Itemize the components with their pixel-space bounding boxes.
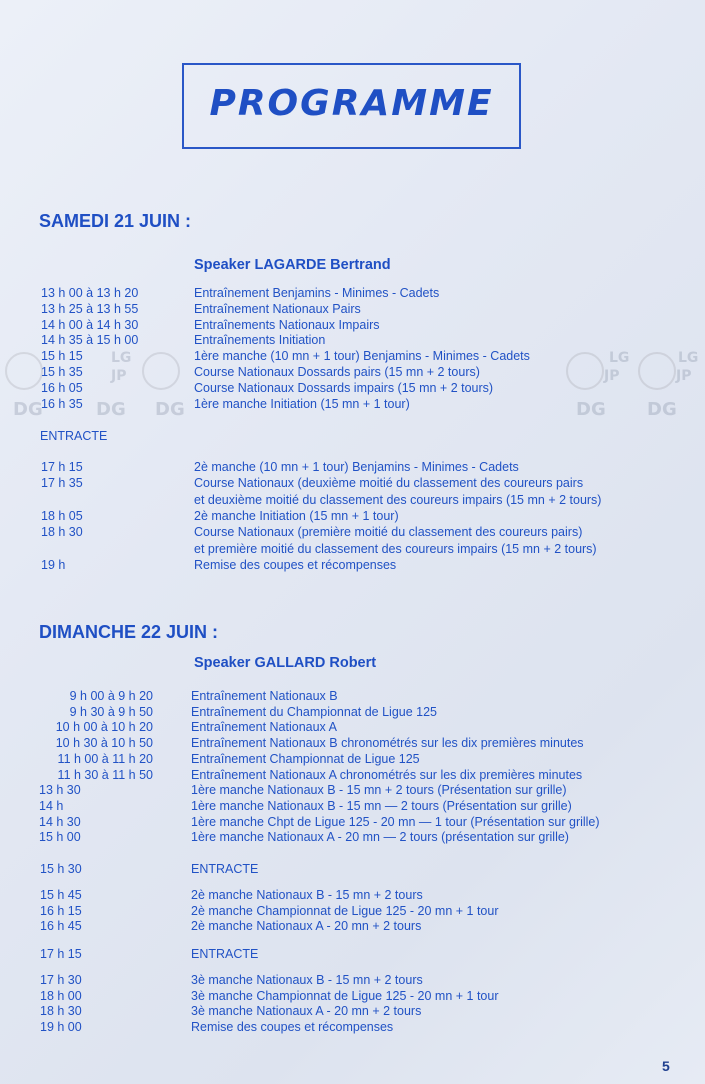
schedule-row bbox=[0, 735, 705, 751]
schedule-time: 14 h 35 à 15 h 00 bbox=[41, 333, 139, 348]
schedule-time: 11 h 30 à 11 h 50 bbox=[57, 767, 153, 782]
sunday-entracte2-time: 17 h 15 bbox=[40, 947, 82, 961]
sunday-entracte1-time: 15 h 30 bbox=[40, 862, 82, 876]
schedule-row bbox=[0, 541, 705, 557]
schedule-description: Entraînements Nationaux Impairs bbox=[194, 317, 380, 332]
schedule-row bbox=[0, 1019, 705, 1035]
schedule-row bbox=[0, 301, 705, 317]
schedule-description: Remise des coupes et récompenses bbox=[191, 1019, 394, 1034]
schedule-time: 14 h 30 bbox=[39, 814, 81, 829]
page-number: 5 bbox=[662, 1058, 670, 1074]
schedule-row bbox=[0, 798, 705, 814]
watermark-dg-2: DG bbox=[96, 399, 126, 420]
watermark-logo-4 bbox=[638, 352, 676, 390]
page-title: PROGRAMME bbox=[209, 82, 494, 124]
schedule-time: 9 h 30 à 9 h 50 bbox=[69, 704, 153, 719]
schedule-time: 15 h 00 bbox=[39, 830, 81, 845]
schedule-description: 3è manche Nationaux B - 15 mn + 2 tours bbox=[191, 973, 423, 987]
schedule-row bbox=[0, 459, 705, 475]
schedule-time: 10 h 00 à 10 h 20 bbox=[55, 720, 153, 735]
schedule-time: 17 h 15 bbox=[41, 460, 83, 474]
schedule-row bbox=[0, 887, 705, 903]
schedule-time: 18 h 30 bbox=[41, 525, 83, 540]
watermark-jp-1: JP bbox=[111, 368, 127, 384]
schedule-time: 15 h 15 bbox=[41, 349, 83, 364]
schedule-row bbox=[0, 285, 705, 301]
schedule-description: Entraînement Nationaux B bbox=[191, 689, 338, 703]
schedule-row bbox=[0, 719, 705, 735]
watermark-dg-4: DG bbox=[576, 399, 606, 420]
schedule-description: 1ère manche Nationaux B - 15 mn + 2 tours (Présentation sur grille) bbox=[191, 783, 567, 798]
schedule-row bbox=[0, 688, 705, 704]
watermark-logo-3 bbox=[566, 352, 604, 390]
schedule-row bbox=[0, 988, 705, 1004]
schedule-description: Course Nationaux Dossards pairs (15 mn + 2 tours) bbox=[194, 365, 480, 379]
schedule-row bbox=[0, 524, 705, 540]
schedule-row bbox=[0, 704, 705, 720]
schedule-time: 11 h 00 à 11 h 20 bbox=[57, 751, 153, 766]
schedule-row bbox=[0, 317, 705, 333]
schedule-time: 17 h 30 bbox=[40, 973, 82, 987]
schedule-description: Entraînement Nationaux A bbox=[191, 720, 337, 735]
schedule-time: 16 h 15 bbox=[40, 903, 82, 918]
schedule-row bbox=[0, 751, 705, 767]
schedule-description: 3è manche Championnat de Ligue 125 - 20 mn + 1 tour bbox=[191, 988, 499, 1003]
watermark-dg-1: DG bbox=[13, 399, 43, 420]
schedule-time: 9 h 00 à 9 h 20 bbox=[69, 689, 153, 703]
schedule-description: 2è manche Championnat de Ligue 125 - 20 mn + 1 tour bbox=[191, 903, 499, 918]
schedule-row bbox=[0, 475, 705, 491]
schedule-time: 14 h bbox=[39, 798, 64, 813]
schedule-description: 1ère manche (10 mn + 1 tour) Benjamins - Minimes - Cadets bbox=[194, 349, 530, 364]
schedule-description: Entraînement Championnat de Ligue 125 bbox=[191, 751, 420, 766]
schedule-time: 16 h 45 bbox=[40, 919, 82, 933]
schedule-row bbox=[0, 767, 705, 783]
schedule-time: 17 h 35 bbox=[41, 476, 83, 491]
schedule-description: 1ère manche Nationaux A - 20 mn — 2 tours (présentation sur grille) bbox=[191, 830, 569, 845]
schedule-time: 18 h 00 bbox=[40, 988, 82, 1003]
schedule-row bbox=[0, 332, 705, 348]
schedule-description: 3è manche Nationaux A - 20 mn + 2 tours bbox=[191, 1004, 422, 1018]
schedule-description: Entraînement Nationaux Pairs bbox=[194, 301, 361, 316]
schedule-row bbox=[0, 508, 705, 524]
watermark-logo-1 bbox=[5, 352, 43, 390]
schedule-time: 15 h 35 bbox=[41, 365, 83, 379]
schedule-row bbox=[0, 972, 705, 988]
schedule-time: 16 h 05 bbox=[41, 380, 83, 395]
watermark-dg-3: DG bbox=[155, 399, 185, 420]
saturday-speaker: Speaker LAGARDE Bertrand bbox=[194, 257, 391, 273]
watermark-logo-2 bbox=[142, 352, 180, 390]
watermark-lg-2: LG bbox=[609, 350, 630, 366]
schedule-row bbox=[0, 814, 705, 830]
watermark-jp-3: JP bbox=[676, 368, 692, 384]
schedule-description: Entraînement Benjamins - Minimes - Cadets bbox=[194, 286, 440, 300]
schedule-description: 2è manche Initiation (15 mn + 1 tour) bbox=[194, 508, 399, 523]
schedule-time: 10 h 30 à 10 h 50 bbox=[55, 736, 153, 751]
schedule-row bbox=[0, 903, 705, 919]
title-box bbox=[182, 63, 521, 149]
schedule-description: Remise des coupes et récompenses bbox=[194, 557, 397, 572]
schedule-row bbox=[0, 1003, 705, 1019]
schedule-description: 2è manche Nationaux B - 15 mn + 2 tours bbox=[191, 888, 423, 902]
schedule-time: 13 h 25 à 13 h 55 bbox=[41, 301, 139, 316]
schedule-description: Entraînement Nationaux A chronométrés sur les dix premières minutes bbox=[191, 767, 583, 782]
schedule-row bbox=[0, 918, 705, 934]
saturday-entracte: ENTRACTE bbox=[40, 429, 108, 443]
saturday-heading: SAMEDI 21 JUIN : bbox=[39, 211, 192, 231]
schedule-row bbox=[0, 829, 705, 845]
watermark-jp-2: JP bbox=[604, 368, 620, 384]
schedule-time: 18 h 05 bbox=[41, 508, 83, 523]
schedule-description: et première moitié du classement des coureurs impairs (15 mn + 2 tours) bbox=[194, 541, 597, 556]
schedule-description: Entraînement Nationaux B chronométrés sur les dix premières minutes bbox=[191, 736, 584, 751]
sunday-entracte2-label: ENTRACTE bbox=[191, 947, 259, 961]
schedule-description: 1ère manche Chpt de Ligue 125 - 20 mn — 1 tour (Présentation sur grille) bbox=[191, 814, 600, 829]
schedule-description: 2è manche (10 mn + 1 tour) Benjamins - Minimes - Cadets bbox=[194, 460, 519, 474]
sunday-speaker: Speaker GALLARD Robert bbox=[194, 655, 377, 671]
schedule-description: Course Nationaux Dossards impairs (15 mn + 2 tours) bbox=[194, 380, 494, 395]
schedule-time: 16 h 35 bbox=[41, 396, 83, 411]
schedule-time: 19 h 00 bbox=[40, 1019, 82, 1034]
sunday-heading: DIMANCHE 22 JUIN : bbox=[39, 622, 219, 642]
schedule-description: Course Nationaux (première moitié du classement des coureurs pairs) bbox=[194, 525, 583, 540]
watermark-dg-5: DG bbox=[647, 399, 677, 420]
schedule-description: 2è manche Nationaux A - 20 mn + 2 tours bbox=[191, 919, 422, 933]
schedule-time: 19 h bbox=[41, 557, 66, 572]
schedule-time: 14 h 00 à 14 h 30 bbox=[41, 317, 139, 332]
schedule-description: 1ère manche Initiation (15 mn + 1 tour) bbox=[194, 396, 410, 411]
schedule-description: Course Nationaux (deuxième moitié du classement des coureurs pairs bbox=[194, 476, 584, 491]
schedule-time: 15 h 45 bbox=[40, 888, 82, 902]
schedule-time: 13 h 30 bbox=[39, 783, 81, 798]
sunday-entracte1-label: ENTRACTE bbox=[191, 862, 259, 876]
schedule-row bbox=[0, 492, 705, 508]
watermark-lg-3: LG bbox=[678, 350, 699, 366]
schedule-description: Entraînements Initiation bbox=[194, 333, 326, 348]
schedule-description: Entraînement du Championnat de Ligue 125 bbox=[191, 704, 438, 719]
schedule-description: et deuxième moitié du classement des coureurs impairs (15 mn + 2 tours) bbox=[194, 492, 602, 507]
schedule-time: 13 h 00 à 13 h 20 bbox=[41, 286, 139, 300]
schedule-time: 18 h 30 bbox=[40, 1004, 82, 1018]
schedule-description: 1ère manche Nationaux B - 15 mn — 2 tours (Présentation sur grille) bbox=[191, 798, 572, 813]
schedule-row bbox=[0, 557, 705, 573]
watermark-lg-1: LG bbox=[111, 350, 132, 366]
schedule-row bbox=[0, 782, 705, 798]
